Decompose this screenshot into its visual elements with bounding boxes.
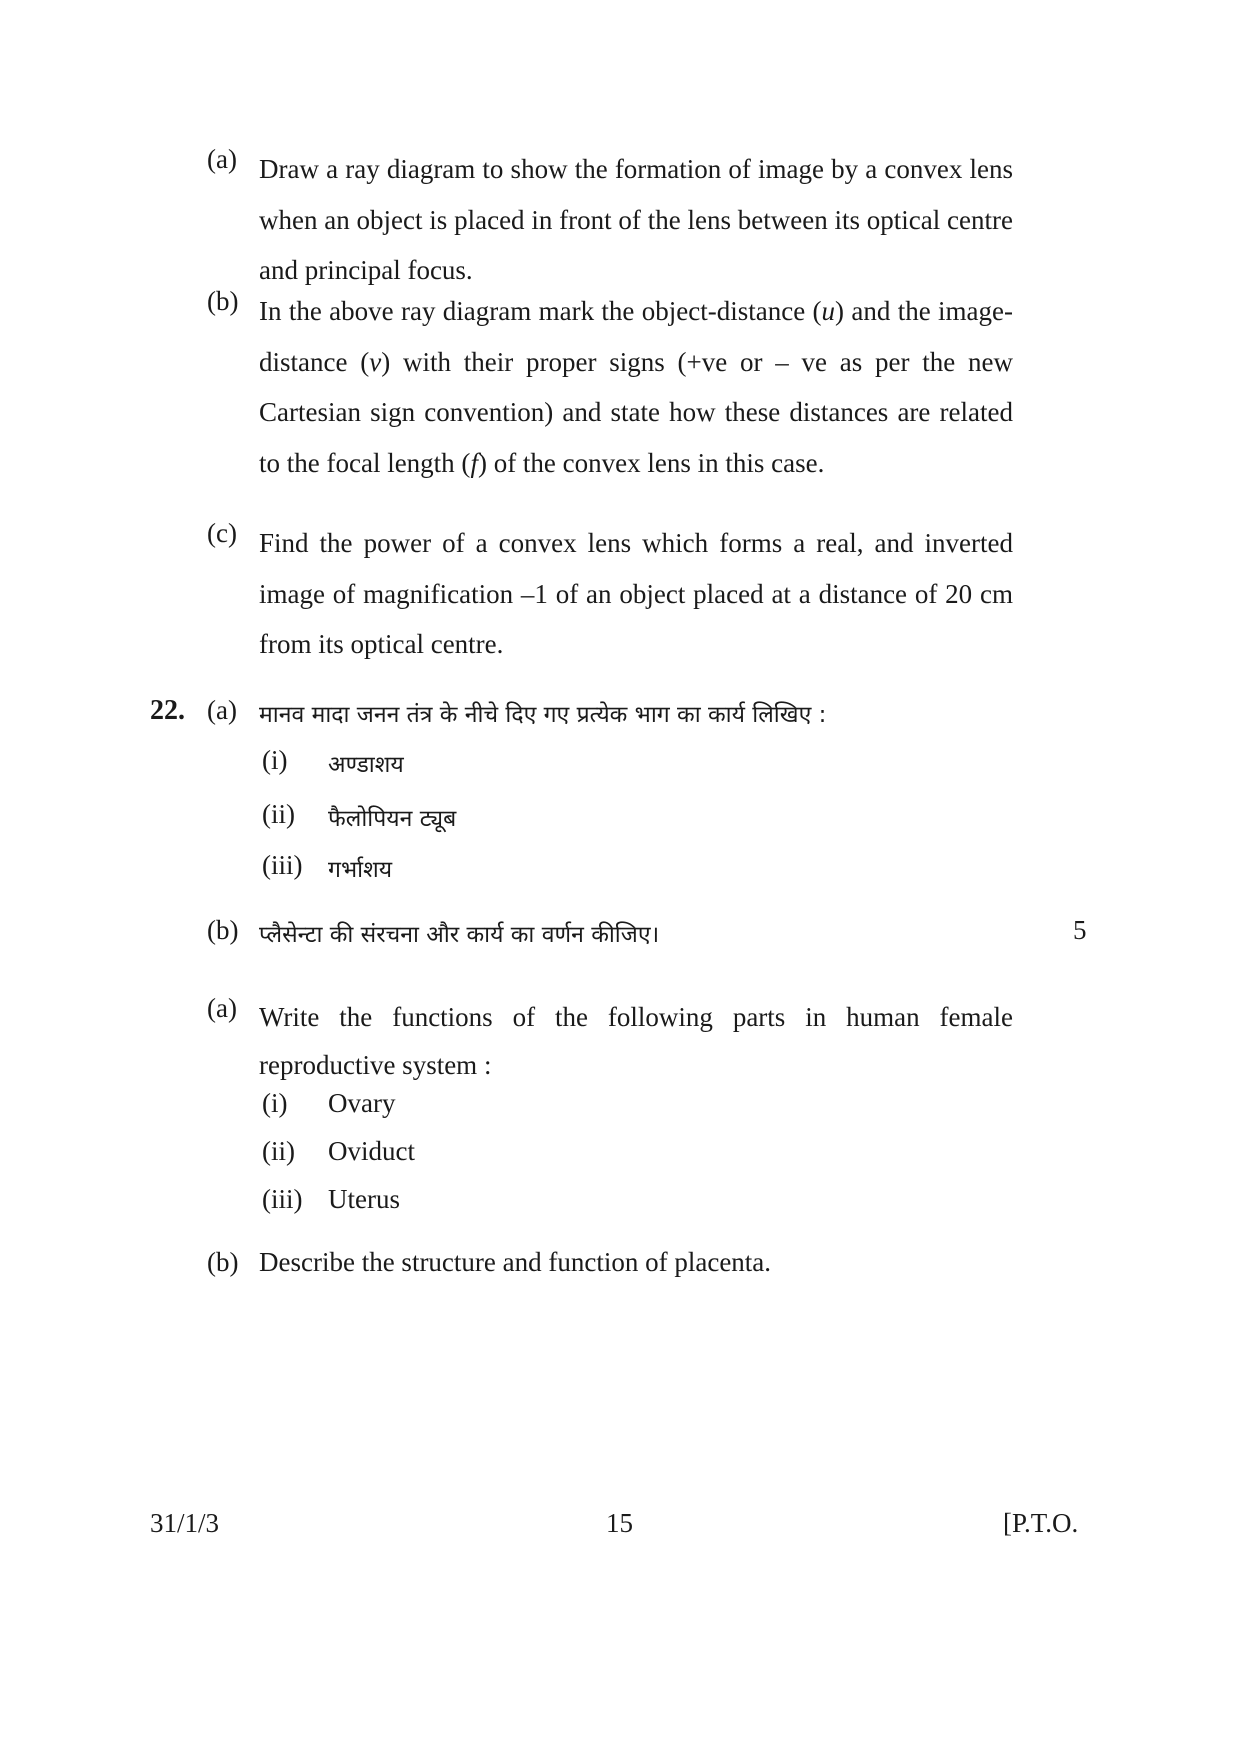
q22-hindi-a-text: मानव मादा जनन तंत्र के नीचे दिए गए प्रत्येक भाग का कार्य लिखिए : <box>259 702 827 728</box>
q21-b-text: In the above ray diagram mark the object-distance (u) and the image-distance (v) with their proper signs (+ve or – ve as per the new Cartesian sign convention) and state how these distances are related to the focal length (f) of the convex lens in this case. <box>259 296 1013 478</box>
q21-c-text: Find the power of a convex lens which forms a real, and inverted image of magnification –1 of an object placed at a distance of 20 cm from its optical centre. <box>259 528 1013 659</box>
q22-hindi-b-text: प्लैसेन्टा की संरचना और कार्य का वर्णन कीजिए। <box>259 922 660 948</box>
part-label: (b) <box>207 286 239 316</box>
part-label: (b) <box>207 915 239 945</box>
paper-code: 31/1/3 <box>150 1508 220 1538</box>
part-label: (a) <box>207 144 237 174</box>
part-label: (c) <box>207 518 237 548</box>
q22-english-b-text: Describe the structure and function of placenta. <box>259 1247 772 1277</box>
pto-label: [P.T.O. <box>1003 1508 1079 1538</box>
part-label: (a) <box>207 993 237 1023</box>
marks: 5 <box>1073 915 1087 945</box>
q22-english-a-text: Write the functions of the following parts in human female reproductive system : <box>259 1002 1013 1080</box>
question-number: 22. <box>150 695 185 726</box>
part-label: (a) <box>207 695 237 725</box>
page-number: 15 <box>606 1508 633 1538</box>
q21-a-text: Draw a ray diagram to show the formation of image by a convex lens when an object is placed in front of the lens between its optical centre and principal focus. <box>259 154 1013 285</box>
part-label: (b) <box>207 1247 239 1277</box>
